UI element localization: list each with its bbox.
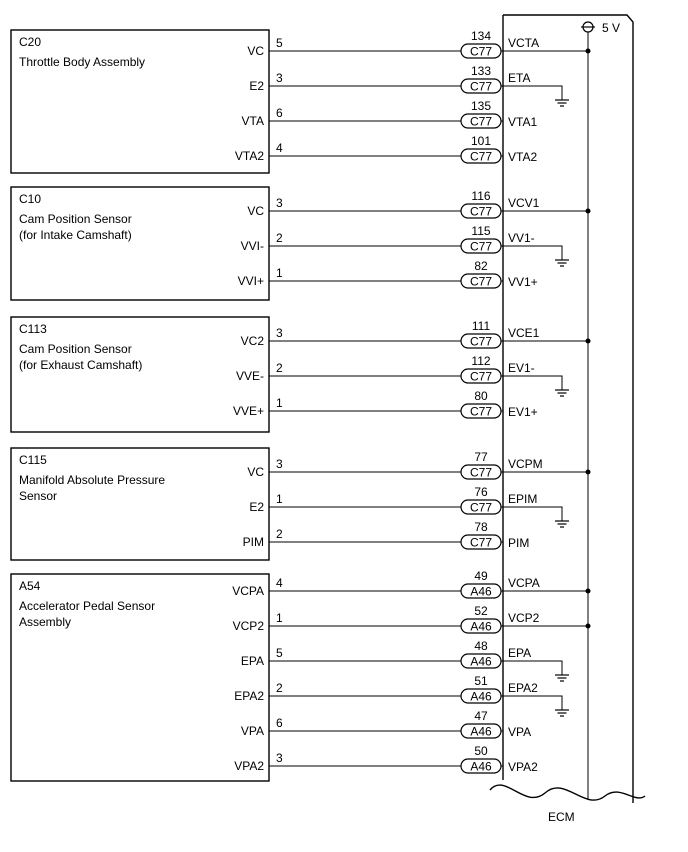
wire-c20-2 xyxy=(242,99,538,129)
connector-pin-number: 115 xyxy=(471,224,491,238)
component-name: Throttle Body Assembly xyxy=(19,55,146,69)
bus-junction-dot xyxy=(586,339,591,344)
connector-pin-number: 80 xyxy=(474,389,488,403)
component-name: (for Intake Camshaft) xyxy=(19,228,132,242)
ecm-terminal-label: VTA2 xyxy=(508,150,538,164)
wire-c115-1 xyxy=(249,485,569,527)
connector-id: C77 xyxy=(469,404,493,419)
ecm-terminal-label: PIM xyxy=(508,536,530,550)
connector-pin-number: 48 xyxy=(474,639,488,653)
component-name: Cam Position Sensor xyxy=(19,212,132,226)
component-pin-number: 2 xyxy=(276,681,283,695)
connector-pin-number: 133 xyxy=(470,64,492,78)
wire-c113-0 xyxy=(241,319,591,349)
connector-pin-number: 51 xyxy=(474,674,488,688)
connector-pin-number: 76 xyxy=(474,485,488,499)
component-pin-number: 1 xyxy=(276,396,283,410)
connector-pin-number: 116 xyxy=(471,189,491,203)
wire-c20-1 xyxy=(249,64,569,106)
component-id: C115 xyxy=(19,453,47,467)
ecm-internal-wire xyxy=(503,696,562,710)
component-pin-number: 2 xyxy=(276,527,283,541)
component-pin-number: 3 xyxy=(276,196,283,210)
component-pin-label: E2 xyxy=(249,500,264,514)
component-pin-label: VC xyxy=(247,204,264,218)
ecm-terminal-label: VPA2 xyxy=(508,760,538,774)
component-pin-label: VPA2 xyxy=(234,759,264,773)
connector-pin-number: 78 xyxy=(474,520,488,534)
wire-c113-2 xyxy=(233,389,538,419)
component-pin-number: 3 xyxy=(276,326,283,340)
connector-id: A46 xyxy=(470,759,492,774)
wire-c115-0 xyxy=(247,450,590,480)
wire-c10-0 xyxy=(247,189,590,219)
connector-id: A46 xyxy=(470,654,492,669)
ecm-terminal-label: EV1- xyxy=(508,361,535,375)
connector-id: C77 xyxy=(469,369,493,384)
component-pin-number: 6 xyxy=(276,106,283,120)
connector-pin-number: 52 xyxy=(474,604,488,618)
component-pin-label: VVI+ xyxy=(237,274,264,288)
connector-id: C77 xyxy=(469,535,493,550)
connector-id: C77 xyxy=(469,274,493,289)
component-pin-label: VTA xyxy=(241,114,264,128)
wire-a54-2 xyxy=(241,639,569,681)
component-pin-label: VVE+ xyxy=(232,404,264,418)
component-pin-label: VC xyxy=(247,465,264,479)
connector-id: A46 xyxy=(470,619,492,634)
component-id: C20 xyxy=(19,35,42,49)
ecm-terminal-label: EPA2 xyxy=(508,681,538,695)
component-pin-number: 4 xyxy=(276,141,283,155)
connector-pin-number: 134 xyxy=(470,29,492,43)
bus-junction-dot xyxy=(586,470,591,475)
ecm-terminal-label: ETA xyxy=(508,71,531,85)
connector-id: A46 xyxy=(470,724,492,739)
component-pin-number: 2 xyxy=(276,361,283,375)
bus-junction-dot xyxy=(586,49,591,54)
connector-id: A46 xyxy=(470,584,492,599)
ecm-terminal-label: EPIM xyxy=(508,492,538,506)
component-id: C113 xyxy=(19,322,47,336)
component-box xyxy=(11,187,269,300)
component-box xyxy=(11,30,269,173)
connector-id: C77 xyxy=(469,500,493,515)
component-pin-label: VTA2 xyxy=(234,149,264,163)
component-pin-number: 3 xyxy=(276,457,283,471)
ecm-terminal-label: EV1+ xyxy=(508,405,538,419)
ecm-terminal-label: EPA xyxy=(508,646,532,660)
connector-id: A46 xyxy=(470,689,492,704)
component-pin-number: 3 xyxy=(276,71,283,85)
wire-c113-1 xyxy=(236,354,569,396)
component-id: C10 xyxy=(19,192,42,206)
connector-pin-number: 47 xyxy=(474,709,488,723)
bus-junction-dot xyxy=(586,209,591,214)
bus-junction-dot xyxy=(586,624,591,629)
component-pin-label: VPA xyxy=(240,724,264,738)
ecm-terminal-label: VCPA xyxy=(508,576,540,590)
wire-c10-2 xyxy=(238,259,538,289)
component-pin-number: 2 xyxy=(276,231,283,245)
component-pin-number: 5 xyxy=(276,646,283,660)
ecm-terminal-label: VCV1 xyxy=(508,196,540,210)
wire-c115-2 xyxy=(243,520,530,550)
wire-a54-3 xyxy=(234,674,569,716)
wire-c10-1 xyxy=(241,224,569,266)
ecm-terminal-label: VV1- xyxy=(508,231,535,245)
component-pin-label: VVE- xyxy=(235,369,264,383)
ecm-internal-wire xyxy=(503,86,562,100)
ecm-terminal-label: VPA xyxy=(508,725,532,739)
ecm-internal-wire xyxy=(503,376,562,390)
component-name: Sensor xyxy=(19,489,58,503)
connector-pin-number: 111 xyxy=(471,319,491,333)
component-pin-number: 1 xyxy=(276,611,283,625)
component-pin-label: EPA2 xyxy=(234,689,264,703)
component-pin-label: VC xyxy=(247,44,264,58)
supply-voltage-label: 5 V xyxy=(602,21,621,35)
component-pin-label: E2 xyxy=(249,79,264,93)
ecm-internal-wire xyxy=(503,246,562,260)
ecm-block xyxy=(490,15,645,824)
connector-pin-number: 49 xyxy=(474,569,488,583)
component-name: (for Exhaust Camshaft) xyxy=(19,358,143,372)
component-id: A54 xyxy=(19,579,41,593)
connector-id: C77 xyxy=(469,114,493,129)
ecm-terminal-label: VCP2 xyxy=(508,611,540,625)
ground-symbol xyxy=(555,675,569,681)
component-pin-label: VC2 xyxy=(240,334,264,348)
connector-id: C77 xyxy=(469,239,493,254)
ground-symbol xyxy=(555,260,569,266)
ecm-label: ECM xyxy=(548,810,575,824)
connector-pin-number: 82 xyxy=(474,259,488,273)
component-name: Assembly xyxy=(19,615,72,629)
ecm-terminal-label: VCPM xyxy=(508,457,543,471)
wire-a54-1 xyxy=(233,604,591,634)
ecm-internal-wire xyxy=(503,661,562,675)
wire-c20-3 xyxy=(235,134,538,164)
component-name: Manifold Absolute Pressure xyxy=(19,473,166,487)
ecm-terminal-label: VCE1 xyxy=(508,326,540,340)
connector-pin-number: 135 xyxy=(470,99,492,113)
component-box xyxy=(11,448,269,560)
component-pin-label: PIM xyxy=(242,535,264,549)
ground-symbol xyxy=(555,100,569,106)
ground-symbol xyxy=(555,521,569,527)
connector-id: C77 xyxy=(469,465,493,480)
wire-a54-0 xyxy=(232,569,590,599)
component-pin-number: 4 xyxy=(276,576,283,590)
connector-pin-number: 50 xyxy=(474,744,488,758)
component-pin-label: VCPA xyxy=(232,584,264,598)
ecm-terminal-label: VCTA xyxy=(508,36,540,50)
wire-a54-5 xyxy=(234,744,538,774)
ecm-break-line xyxy=(490,785,645,800)
connector-pin-number: 112 xyxy=(471,354,491,368)
bus-junction-dot xyxy=(586,589,591,594)
component-pin-number: 1 xyxy=(276,492,283,506)
wire-c20-0 xyxy=(247,29,590,59)
component-pin-label: EPA xyxy=(240,654,264,668)
ecm-terminal-label: VV1+ xyxy=(508,275,538,289)
connector-pin-number: 77 xyxy=(474,450,488,464)
component-name: Cam Position Sensor xyxy=(19,342,132,356)
component-pin-number: 6 xyxy=(276,716,283,730)
connector-id: C77 xyxy=(469,44,493,59)
ecm-terminal-label: VTA1 xyxy=(508,115,538,129)
ecm-internal-wire xyxy=(503,507,562,521)
component-pin-number: 5 xyxy=(276,36,283,50)
ground-symbol xyxy=(555,710,569,716)
component-box xyxy=(11,317,269,432)
connector-pin-number: 101 xyxy=(470,134,492,148)
component-pin-number: 3 xyxy=(276,751,283,765)
wire-a54-4 xyxy=(241,709,531,739)
ground-symbol xyxy=(555,390,569,396)
connector-id: C77 xyxy=(469,79,493,94)
component-pin-number: 1 xyxy=(276,266,283,280)
component-pin-label: VVI- xyxy=(240,239,264,253)
5v-supply-symbol xyxy=(581,22,595,32)
connector-id: C77 xyxy=(469,149,493,164)
component-name: Accelerator Pedal Sensor xyxy=(19,599,156,613)
connector-id: C77 xyxy=(469,204,493,219)
component-pin-label: VCP2 xyxy=(232,619,264,633)
connector-id: C77 xyxy=(469,334,493,349)
